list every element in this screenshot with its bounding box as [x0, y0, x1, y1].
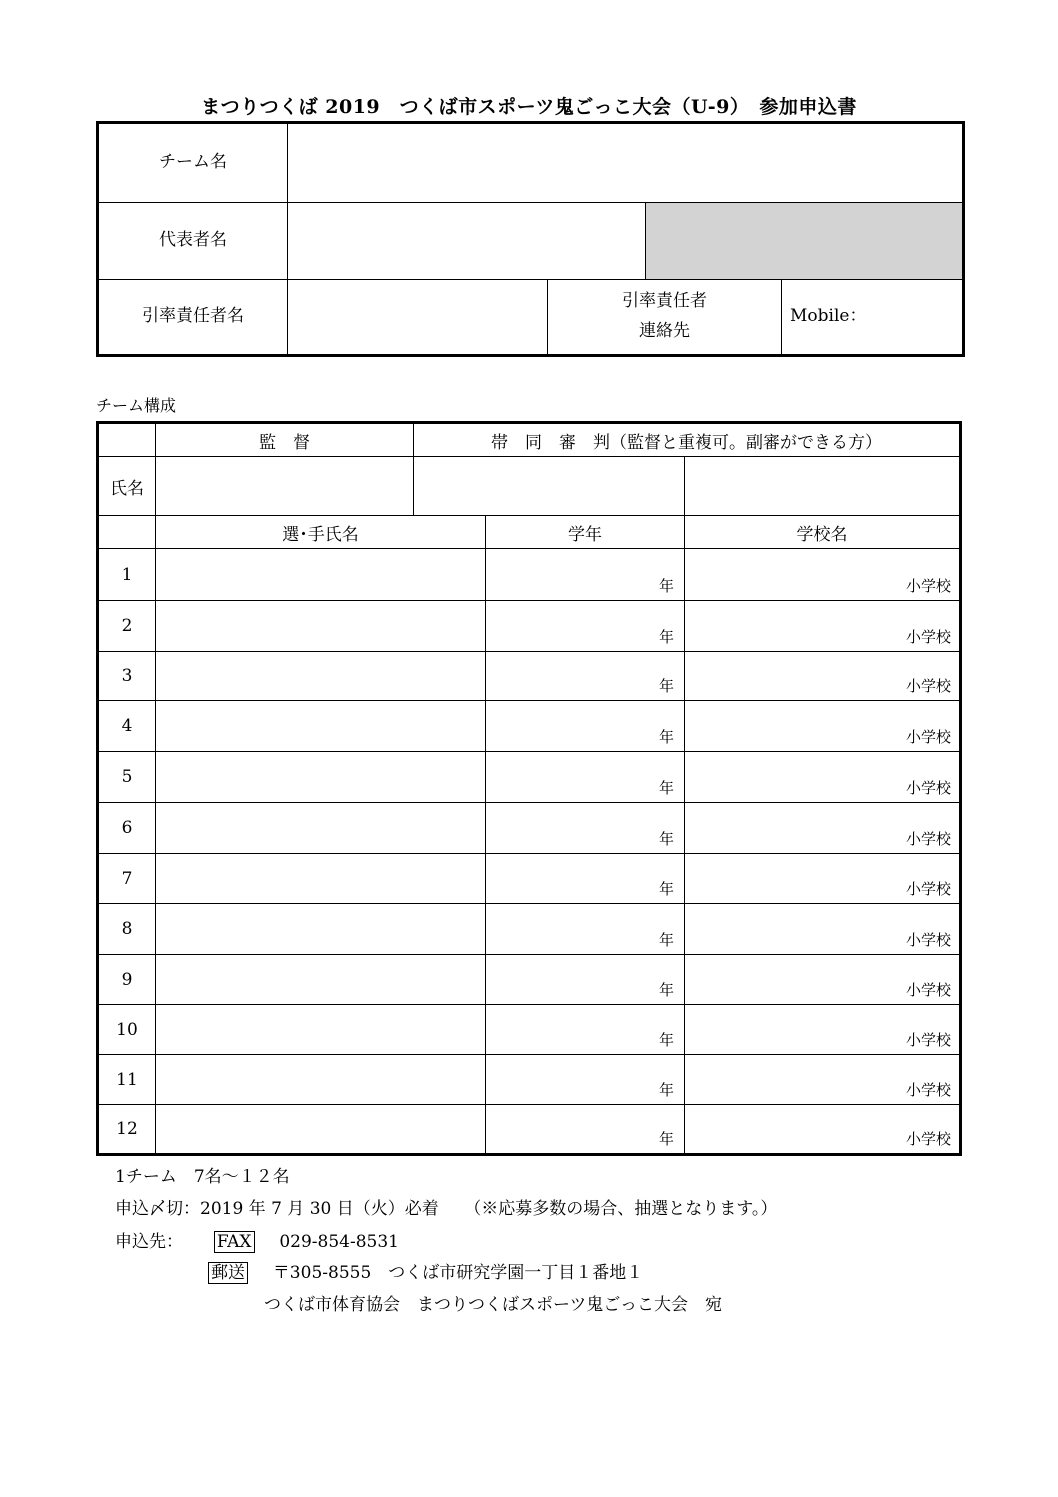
- form-title: まつりつくば 2019 つくば市スポーツ鬼ごっこ大会（U-9） 参加申込書: [201, 96, 857, 118]
- player-name-field[interactable]: [156, 1055, 486, 1105]
- name-label: 氏名: [98, 457, 156, 516]
- grade-suffix: 年: [658, 931, 674, 949]
- fax-label: FAX: [214, 1231, 255, 1253]
- row-number: 1: [98, 549, 156, 601]
- grade-field[interactable]: [486, 752, 685, 803]
- player-name-field[interactable]: [156, 803, 486, 854]
- grade-field[interactable]: [486, 1105, 685, 1155]
- school-header: 学校名: [685, 516, 961, 549]
- row-number: 2: [98, 601, 156, 652]
- player-name-field[interactable]: [156, 601, 486, 652]
- mail-line: [208, 1258, 643, 1283]
- school-suffix: 小学校: [905, 880, 951, 898]
- representative-field[interactable]: [288, 203, 646, 280]
- player-name-field[interactable]: [156, 549, 486, 601]
- player-row: [98, 1105, 961, 1155]
- school-suffix: 小学校: [905, 677, 951, 695]
- row-number: 3: [98, 652, 156, 701]
- composition-label: チーム構成: [96, 396, 177, 415]
- grade-field[interactable]: [486, 652, 685, 701]
- referee-name-field-1[interactable]: [414, 457, 685, 516]
- school-suffix: 小学校: [905, 779, 951, 797]
- player-row: [98, 752, 961, 803]
- player-name-field[interactable]: [156, 701, 486, 752]
- player-row: [98, 1055, 961, 1105]
- grade-header: 学年: [486, 516, 685, 549]
- grade-field[interactable]: [486, 803, 685, 854]
- row-number: 7: [98, 854, 156, 904]
- school-suffix: 小学校: [905, 830, 951, 848]
- player-name-field[interactable]: [156, 1005, 486, 1055]
- mail-label: 郵送: [208, 1262, 248, 1284]
- grade-suffix: 年: [658, 1130, 674, 1148]
- school-suffix: 小学校: [905, 628, 951, 646]
- grade-field[interactable]: [486, 701, 685, 752]
- grade-field[interactable]: [486, 904, 685, 955]
- player-name-field[interactable]: [156, 652, 486, 701]
- grade-field[interactable]: [486, 854, 685, 904]
- shaded-cell: [646, 203, 964, 280]
- school-field[interactable]: [685, 752, 961, 803]
- grade-suffix: 年: [658, 1031, 674, 1049]
- school-field[interactable]: [685, 652, 961, 701]
- row-number: 4: [98, 701, 156, 752]
- team-info-table: [96, 121, 965, 357]
- row-number: 10: [98, 1005, 156, 1055]
- corner-cell-2: [98, 516, 156, 549]
- row-number: 11: [98, 1055, 156, 1105]
- fax-number: 029-854-8531: [279, 1232, 399, 1252]
- grade-field[interactable]: [486, 1055, 685, 1105]
- send-to-label: 申込先：: [115, 1232, 183, 1252]
- team-name-field[interactable]: [288, 123, 964, 203]
- referee-name-field-2[interactable]: [685, 457, 961, 516]
- school-suffix: 小学校: [905, 1031, 951, 1049]
- mail-recipient: つくば市体育協会 まつりつくばスポーツ鬼ごっこ大会 宛: [264, 1295, 722, 1315]
- player-name-field[interactable]: [156, 752, 486, 803]
- deadline-note: 申込〆切：2019 年 7 月 30 日（火）必着 （※応募多数の場合、抽選となります。）: [115, 1199, 778, 1219]
- school-suffix: 小学校: [905, 1081, 951, 1099]
- player-name-field[interactable]: [156, 854, 486, 904]
- coach-name-field[interactable]: [156, 457, 414, 516]
- referee-header: 帯 同 審 判（監督と重複可。副審ができる方）: [414, 423, 961, 457]
- representative-label: 代表者名: [98, 203, 288, 280]
- row-number: 6: [98, 803, 156, 854]
- school-field[interactable]: [685, 1105, 961, 1155]
- grade-suffix: 年: [658, 1081, 674, 1099]
- mobile-label: Mobile：: [790, 306, 867, 327]
- grade-suffix: 年: [658, 779, 674, 797]
- grade-suffix: 年: [658, 830, 674, 848]
- player-row: [98, 854, 961, 904]
- school-suffix: 小学校: [905, 931, 951, 949]
- school-field[interactable]: [685, 1005, 961, 1055]
- school-field[interactable]: [685, 601, 961, 652]
- leader-contact-label: [548, 280, 782, 356]
- team-size-note: 1チーム 7名～１２名: [115, 1167, 290, 1187]
- school-suffix: 小学校: [905, 728, 951, 746]
- player-row: [98, 1005, 961, 1055]
- school-suffix: 小学校: [905, 981, 951, 999]
- school-field[interactable]: [685, 955, 961, 1005]
- leader-label: 引率責任者名: [98, 280, 288, 356]
- row-number: 5: [98, 752, 156, 803]
- grade-suffix: 年: [658, 577, 674, 595]
- grade-suffix: 年: [658, 981, 674, 999]
- player-row: [98, 652, 961, 701]
- player-row: [98, 601, 961, 652]
- school-field[interactable]: [685, 854, 961, 904]
- row-number: 12: [98, 1105, 156, 1155]
- row-number: 8: [98, 904, 156, 955]
- leader-field[interactable]: [288, 280, 548, 356]
- grade-field[interactable]: [486, 1005, 685, 1055]
- school-suffix: 小学校: [905, 1130, 951, 1148]
- grade-field[interactable]: [486, 601, 685, 652]
- player-name-field[interactable]: [156, 955, 486, 1005]
- school-field[interactable]: [685, 1055, 961, 1105]
- team-name-label: チーム名: [98, 123, 288, 203]
- player-row: [98, 955, 961, 1005]
- player-row: [98, 803, 961, 854]
- player-row: [98, 904, 961, 955]
- player-row: [98, 549, 961, 601]
- grade-suffix: 年: [658, 728, 674, 746]
- player-row: [98, 701, 961, 752]
- grade-suffix: 年: [658, 880, 674, 898]
- school-field[interactable]: [685, 701, 961, 752]
- school-field[interactable]: [685, 549, 961, 601]
- school-suffix: 小学校: [905, 577, 951, 595]
- corner-cell: [98, 423, 156, 457]
- leader-contact-label-line1: 引率責任者: [622, 291, 707, 312]
- mail-address: 〒305-8555 つくば市研究学園一丁目１番地１: [272, 1263, 644, 1283]
- leader-contact-label-line2: 連絡先: [639, 321, 690, 341]
- grade-field[interactable]: [486, 955, 685, 1005]
- player-name-field[interactable]: [156, 1105, 486, 1155]
- coach-header: 監 督: [156, 423, 414, 457]
- row-number: 9: [98, 955, 156, 1005]
- school-field[interactable]: [685, 904, 961, 955]
- send-to-line: [115, 1227, 399, 1252]
- player-name-field[interactable]: [156, 904, 486, 955]
- school-field[interactable]: [685, 803, 961, 854]
- grade-suffix: 年: [658, 628, 674, 646]
- grade-field[interactable]: [486, 549, 685, 601]
- mobile-field[interactable]: [782, 280, 964, 356]
- player-name-header: 選･手氏名: [156, 516, 486, 549]
- team-composition-table: [96, 421, 962, 1156]
- grade-suffix: 年: [658, 677, 674, 695]
